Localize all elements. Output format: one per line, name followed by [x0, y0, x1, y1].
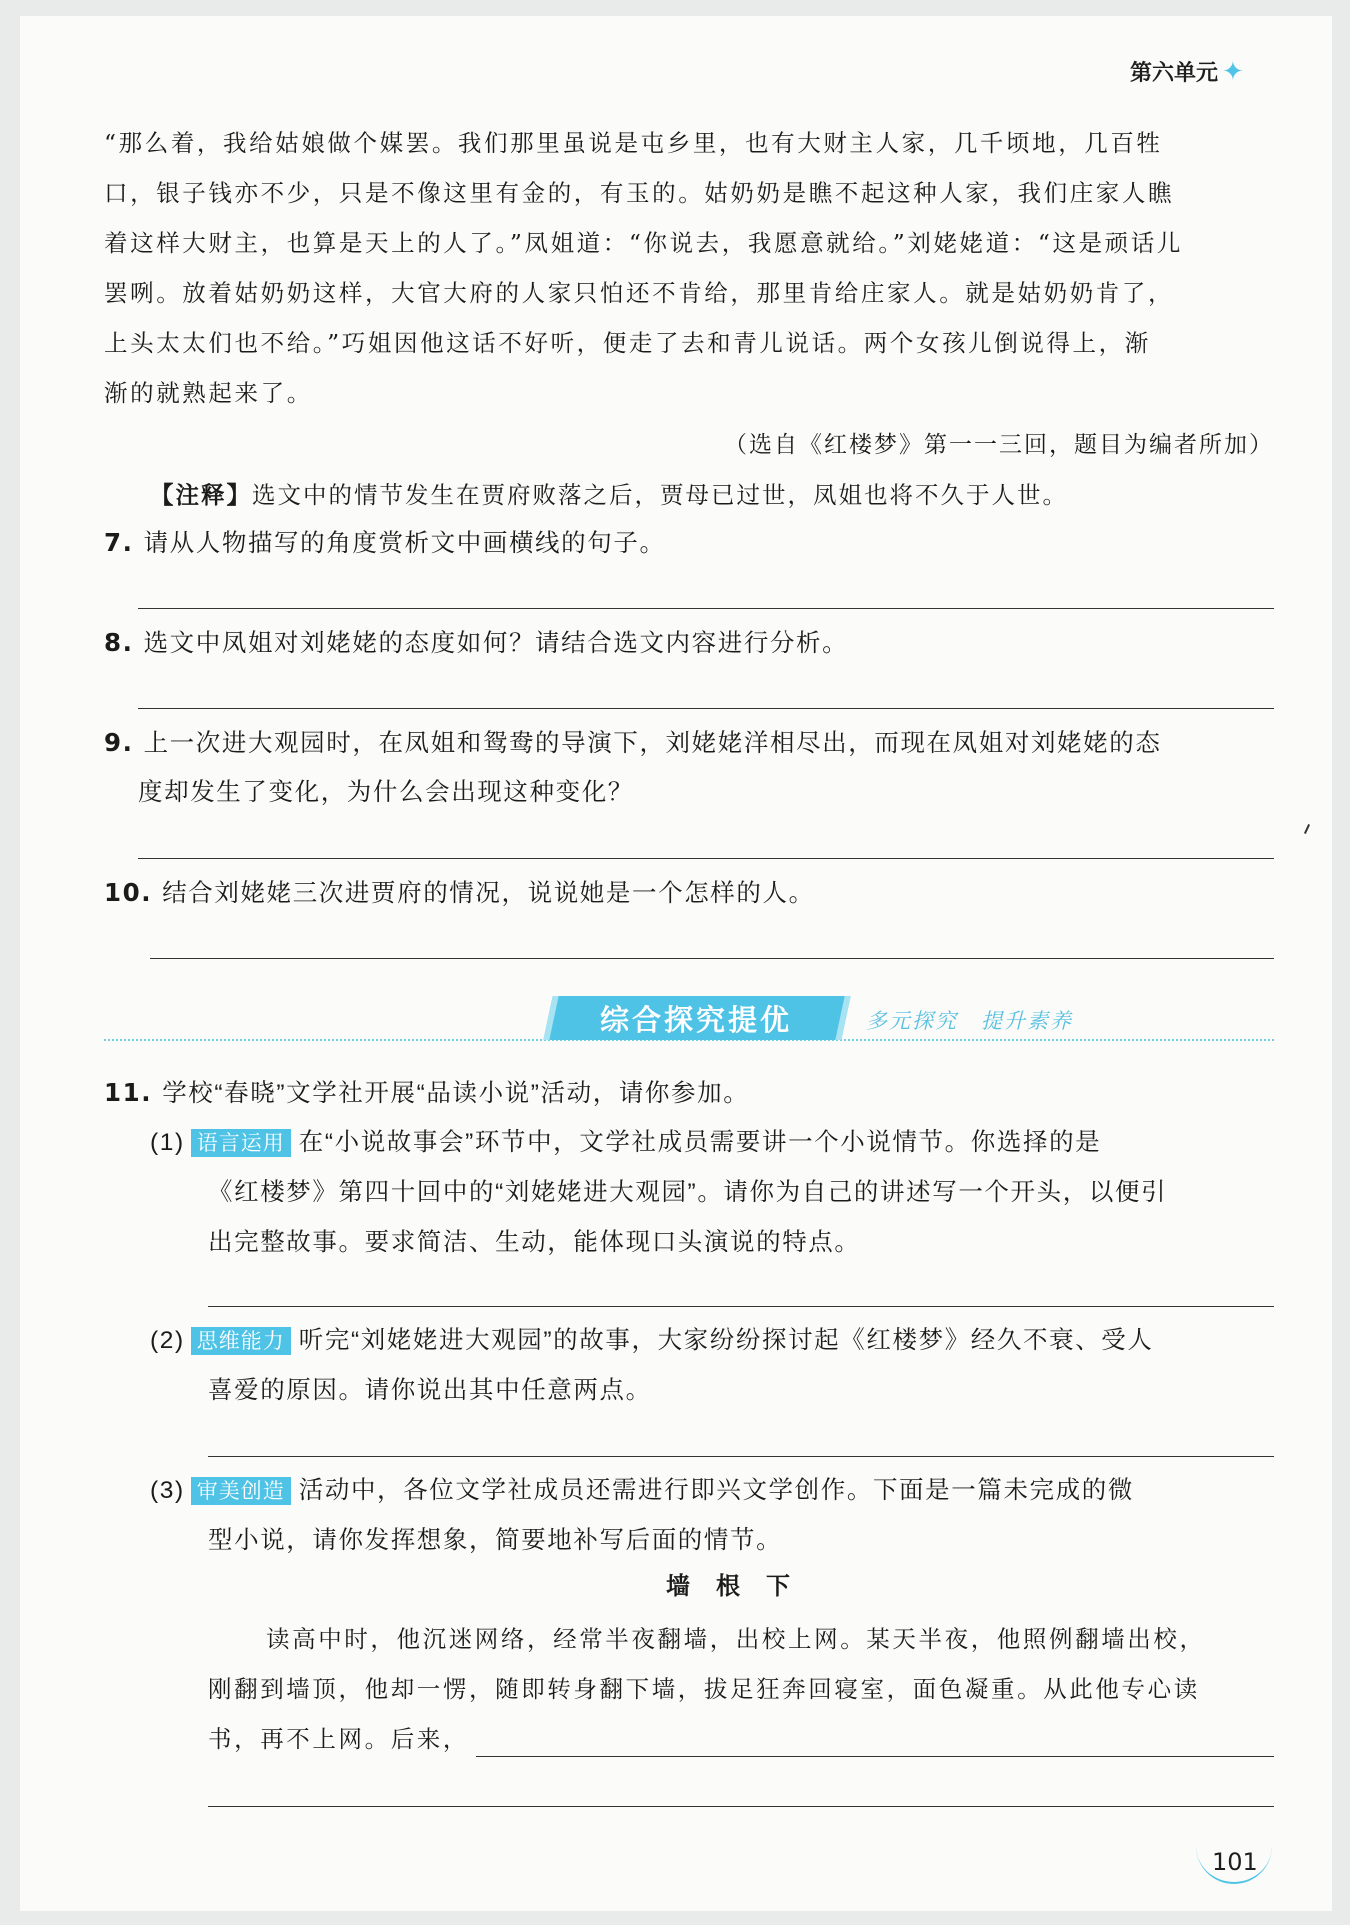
q11-part-2-line-2: 喜爱的原因。请你说出其中任意两点。	[208, 1377, 652, 1404]
page-number: 101	[1212, 1848, 1258, 1876]
passage-line: “那么着，我给姑娘做个媒罢。我们那里虽说是屯乡里，也有大财主人家，几千顷地，几百牲	[104, 129, 1163, 157]
answer-line-7[interactable]	[138, 608, 1274, 609]
q11-part-2: (2) 思维能力 听完“刘姥姥进大观园”的故事，大家纷纷探讨起《红楼梦》经久不衰、受人	[150, 1327, 1154, 1354]
answer-line-11-1[interactable]	[208, 1306, 1274, 1307]
question-10: 10. 结合刘姥姥三次进贾府的情况，说说她是一个怎样的人。	[104, 878, 815, 907]
passage-line: 罢咧。放着姑奶奶这样，大官大府的人家只怕还不肯给，那里肯给庄家人。就是姑奶奶肯了，	[104, 279, 1175, 307]
answer-line-11-2[interactable]	[208, 1456, 1274, 1457]
q11-part-1: (1) 语言运用 在“小说故事会”环节中，文学社成员需要讲一个小说情节。你选择的是	[150, 1129, 1102, 1156]
passage-source: （选自《红楼梦》第一一三回，题目为编者所加）	[724, 432, 1274, 458]
annotation-text: 选文中的情节发生在贾府败落之后，贾母已过世，凤姐也将不久于人世。	[252, 481, 1068, 509]
passage-line: 口，银子钱亦不少，只是不像这里有金的，有玉的。姑奶奶是瞧不起这种人家，我们庄家人瞧	[104, 179, 1175, 207]
answer-line-8[interactable]	[138, 708, 1274, 709]
question-8: 8. 选文中凤姐对刘姥姥的态度如何？请结合选文内容进行分析。	[104, 628, 849, 657]
section-title: 综合探究提优	[599, 1003, 792, 1037]
answer-line-story-1[interactable]	[476, 1756, 1274, 1757]
q11-part-3: (3) 审美创造 活动中，各位文学社成员还需进行即兴文学创作。下面是一篇未完成的微	[150, 1477, 1134, 1504]
unit-header	[1130, 56, 1244, 87]
q11-part-1-line-3: 出完整故事。要求简洁、生动，能体现口头演说的特点。	[208, 1229, 861, 1256]
story-title: 墙根下	[666, 1572, 816, 1600]
annotation	[150, 476, 1068, 510]
question-9: 9. 上一次进大观园时，在凤姐和鸳鸯的导演下，刘姥姥洋相尽出，而现在凤姐对刘姥姥的态	[104, 728, 1162, 757]
passage-line: 渐的就熟起来了。	[104, 379, 313, 407]
question-11: 11. 学校“春晓”文学社开展“品读小说”活动，请你参加。	[104, 1078, 750, 1107]
passage-line: 上头太太们也不给。”巧姐因他这话不好听，便走了去和青儿说话。两个女孩儿倒说得上，渐	[104, 329, 1151, 357]
q11-part-3-line-2: 型小说，请你发挥想象，简要地补写后面的情节。	[208, 1527, 783, 1554]
question-9-line-2: 度却发生了变化，为什么会出现这种变化？	[138, 779, 634, 806]
answer-line-10[interactable]	[150, 958, 1274, 959]
answer-line-story-2[interactable]	[208, 1806, 1274, 1807]
tag-aesthetic-creation: 审美创造	[191, 1477, 291, 1505]
unit-title: 第六单元	[1130, 61, 1219, 86]
q11-part-1-line-2: 《红楼梦》第四十回中的“刘姥姥进大观园”。请你为自己的讲述写一个开头，以便引	[208, 1179, 1168, 1206]
tag-thinking-ability: 思维能力	[191, 1327, 291, 1355]
tag-language-use: 语言运用	[191, 1129, 291, 1157]
passage-line: 着这样大财主，也算是天上的人了。”凤姐道：“你说去，我愿意就给。”刘姥姥道：“这是顽话儿	[104, 229, 1183, 257]
answer-line-9[interactable]	[138, 858, 1274, 859]
sparkle-icon: ✦	[1222, 57, 1244, 87]
annotation-label: 【注释】	[150, 481, 252, 509]
story-line: 刚翻到墙顶，他却一愣，随即转身翻下墙，拔足狂奔回寝室，面色凝重。从此他专心读	[208, 1675, 1200, 1703]
section-subtitle: 多元探究 提升素养	[866, 1009, 1073, 1033]
question-7: 7. 请从人物描写的角度赏析文中画横线的句子。	[104, 528, 666, 557]
story-line: 读高中时，他沉迷网络，经常半夜翻墙，出校上网。某天半夜，他照例翻墙出校，	[266, 1625, 1206, 1653]
story-line: 书，再不上网。后来，	[208, 1725, 469, 1753]
